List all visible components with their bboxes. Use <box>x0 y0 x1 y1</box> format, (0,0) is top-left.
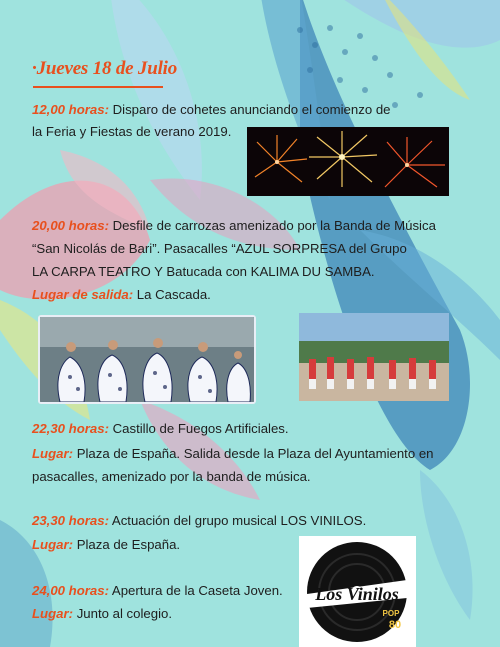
event-3-desc-1: Castillo de Fuegos Artificiales. <box>108 421 289 436</box>
event-2-line-2 <box>32 241 407 257</box>
event-4-desc-1: Actuación del grupo musical LOS VINILOS. <box>108 513 367 528</box>
event-4-place-line <box>32 537 180 553</box>
event-5-time: 24,00 horas: <box>32 583 109 598</box>
event-3-place-cont: pasacalles, amenizado por la banda de música. <box>32 469 311 484</box>
event-3-time: 22,30 horas: <box>32 421 109 436</box>
event-3-place: Plaza de España. Salida desde la Plaza del Ayuntamiento en <box>73 446 434 461</box>
event-2-time: 20,00 horas: <box>32 218 109 233</box>
event-3-line-1 <box>32 421 289 437</box>
date-underline <box>33 86 163 88</box>
event-2-place: La Cascada. <box>133 287 211 302</box>
event-5-desc-1: Apertura de la Caseta Joven. <box>108 583 283 598</box>
event-3-place-label: Lugar: <box>32 446 74 461</box>
date-heading-text: Jueves 18 de Julio <box>36 58 178 79</box>
event-1-desc-1: Disparo de cohetes anunciando el comienzo de <box>108 102 391 117</box>
event-2-desc-1: Desfile de carrozas amenizado por la Banda de Música <box>108 218 436 233</box>
batucada-photo <box>299 313 449 401</box>
event-4-line-1 <box>32 513 366 529</box>
date-heading: ·Jueves 18 de Julio <box>32 58 178 79</box>
parade-dancers-photo <box>38 315 256 404</box>
logo-brand-text: Los Vinilos <box>315 584 399 604</box>
logo-tag-bottom: 80 <box>388 619 402 631</box>
event-5-place-label: Lugar: <box>32 606 74 621</box>
event-4-time: 23,30 horas: <box>32 513 109 528</box>
event-5-place-line <box>32 606 172 622</box>
event-3-place-line <box>32 446 434 462</box>
los-vinilos-logo <box>299 536 416 647</box>
event-5-place: Junto al colegio. <box>73 606 173 621</box>
event-4-place: Plaza de España. <box>73 537 181 552</box>
event-2-line-3 <box>32 264 375 280</box>
logo-tag-top: POP <box>382 609 400 618</box>
event-1-time: 12,00 horas: <box>32 102 109 117</box>
event-2-place-label: Lugar de salida: <box>32 287 134 302</box>
event-2-desc-2: “San Nicolás de Bari”. Pasacalles “AZUL SORPRESA del Grupo <box>32 241 407 256</box>
event-1-desc-2: la Feria y Fiestas de verano 2019. <box>32 124 232 139</box>
event-2-line-1 <box>32 218 436 234</box>
event-1-line-2 <box>32 124 231 140</box>
event-2-place-line <box>32 287 211 303</box>
event-3-place-line-2 <box>32 469 311 485</box>
event-2-desc-3: LA CARPA TEATRO Y Batucada con KALIMA DU SAMBA. <box>32 264 375 279</box>
event-5-line-1 <box>32 583 283 599</box>
fireworks-photo <box>247 127 449 196</box>
event-1-line-1 <box>32 102 391 118</box>
event-4-place-label: Lugar: <box>32 537 74 552</box>
